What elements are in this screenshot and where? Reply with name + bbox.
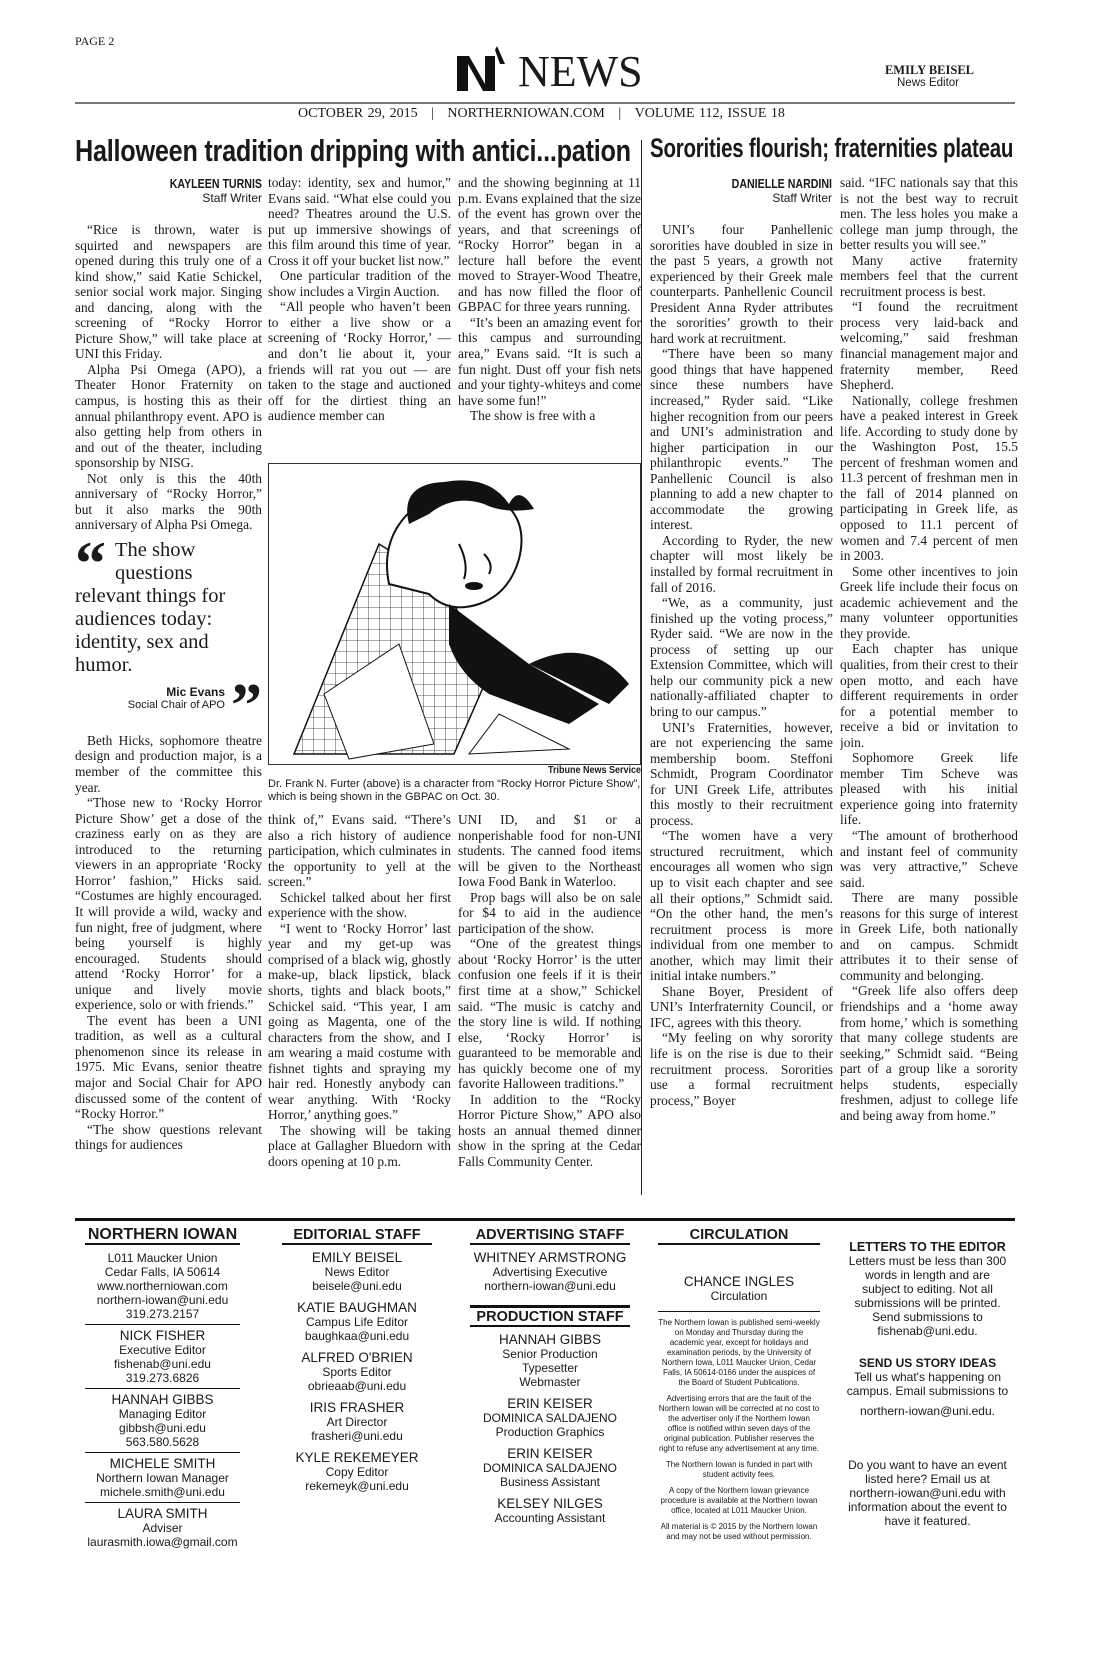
paragraph: Beth Hicks, sophomore theatre design and production major, is a member of the committee this year. xyxy=(75,732,262,795)
staff-detail: Advertising Executive xyxy=(492,1265,608,1279)
paragraph: Nationally, college freshmen have a peaked interest in Greek life. According to study done by the Washington Post, 15.5 percent of freshman women and 11.3 percent of freshman men in the fall of 2014 planned on participating in Greek life, as opposed to 11.1 percent of women and 7.4 percent of men in 2003. xyxy=(840,392,1018,564)
staff-name: LAURA SMITH xyxy=(117,1506,208,1521)
staff-detail: DOMINICA SALDAJENO xyxy=(482,1461,618,1475)
photo-credit: Tribune News Service xyxy=(547,765,641,776)
staff-name: ALFRED O'BRIEN xyxy=(301,1350,413,1365)
staff-name: MICHELE SMITH xyxy=(109,1456,216,1471)
staff-name: EMILY BEISEL xyxy=(311,1250,403,1265)
divider xyxy=(85,1324,240,1325)
staff-detail: Campus Life Editor xyxy=(305,1315,409,1329)
story-ideas-email[interactable]: northern-iowan@uni.edu. xyxy=(860,1404,995,1418)
paragraph: One particular tradition of the show includes a Virgin Auction. xyxy=(268,268,451,299)
paragraph: today: identity, sex and humor,” Evans said. “What else could you need? Theatres around the U.S. put up immersive showings of this film around this time of year. Cross it off your bucket list now.” xyxy=(268,175,451,268)
paragraph: “The amount of brotherhood and instant feel of community was very attractive,” Scheve said. xyxy=(840,827,1018,890)
staff-name: ERIN KEISER xyxy=(507,1396,593,1411)
paragraph: “We, as a community, just finished up the voting process,” Ryder said. “We are now in the process of setting up our Extension Committee, which will help our community pick a new nationally-affiliated chapter to bring to our campus.” xyxy=(650,595,833,719)
divider xyxy=(85,1502,240,1503)
paragraph: “The women have a very structured recruitment, which encourages all women who sign up to visit each chapter and see all their options,” Schmidt said. “On the other hand, the men’s recruitment process is more individual from one member to another, which may limit their initial intake numbers.” xyxy=(650,828,833,984)
article1-column-2b xyxy=(268,812,451,1197)
staff-detail: News Editor xyxy=(324,1265,390,1279)
paragraph: “I found the recruitment process very laid-back and welcoming,” said freshman financial management major and fraternity member, Reed Shepherd. xyxy=(840,299,1018,393)
paragraph: Not only is this the 40th anniversary of “Rocky Horror,” but it also marks the 90th anniversary of Alpha Psi Omega. xyxy=(75,470,262,533)
info-line: L011 Maucker Union xyxy=(107,1251,218,1265)
paragraph: In addition to the “Rocky Horror Picture Show,” APO also hosts an annual themed dinner show in the spring at the Cedar Falls Community Center. xyxy=(458,1091,641,1170)
masthead-box xyxy=(85,1228,240,1549)
letters-text: Letters must be less than 300 words in length and are subject to editing. Not all submissions will be printed. Send submissions to fishenab@uni.edu. xyxy=(848,1254,1007,1338)
story-ideas-title: SEND US STORY IDEAS xyxy=(858,1356,997,1370)
article2-headline: Sororities flourish; fraternities plateau xyxy=(650,133,1014,163)
paragraph: Shane Boyer, President of UNI’s Interfraternity Council, or IFC, agrees with this theory. xyxy=(650,983,833,1030)
note: The Northern Iowan is funded in part with student activity fees. xyxy=(665,1460,813,1479)
paragraph: The showing will be taking place at Gallagher Bluedorn with doors opening at 10 p.m. xyxy=(268,1122,451,1170)
paragraph: UNI ID, and $1 or a nonperishable food for non-UNI students. The canned food items will be given to the Northeast Iowa Food Bank in Waterloo. xyxy=(458,812,641,890)
separator: | xyxy=(618,106,622,121)
paragraph: “There have been so many good things that have happened since these numbers have increased,” Ryder said. “Like higher recognition from our peers and UNI’s administration and higher participation in our philanthropic events.” The Panhellenic Council is also planning to add a new chapter to accommodate the growing interest. xyxy=(650,346,833,533)
staff-name: HANNAH GIBBS xyxy=(498,1332,602,1347)
info-line: northern-iowan@uni.edu xyxy=(96,1293,229,1307)
staff-detail: baughkaa@uni.edu xyxy=(304,1329,410,1343)
circulation-box xyxy=(658,1228,820,1542)
article1-column-3a xyxy=(458,175,641,457)
pull-quote-attribution xyxy=(75,681,262,725)
close-quote-icon: ” xyxy=(231,680,262,725)
production-staff-list xyxy=(470,1333,630,1525)
pull-quote xyxy=(75,539,262,725)
divider xyxy=(658,1311,820,1312)
editorial-staff-list xyxy=(282,1251,432,1493)
info-line: 319.273.2157 xyxy=(125,1307,200,1321)
article1-byline xyxy=(75,177,262,205)
article1-headline-box xyxy=(75,133,633,173)
paragraph: “I went to ‘Rocky Horror’ last year and my get-up was comprised of a black wig, ghostly make-up, black lipstick, black shorts, tights and black boots,” Schickel said. “This year, I am going as Magenta, one of the characters from the show, and I am wearing a maid costume with fishnet tights and spraying my hair red. Honestly anybody can wear anything. With ‘Rocky Horror,’ anything goes.” xyxy=(268,920,451,1123)
paragraph: UNI’s four Panhellenic sororities have doubled in size in the past 5 years, a growth not experienced by their Greek male counterparts. Panhellenic Council President Anna Ryder attributes the sororities’ growth to their hard work at recruitment. xyxy=(650,222,833,346)
paragraph: UNI’s Fraternities, however, are not experiencing the same membership boom. Steffoni Schmidt, Program Coordinator for UNI Greek Life, attributes this mostly to their recruitment process. xyxy=(650,719,833,828)
pull-quote-text: The show questions relevant things for audiences today: identity, sex and humor. xyxy=(75,538,226,676)
author-name: DANIELLE NARDINI xyxy=(731,177,832,191)
circulation-role: Circulation xyxy=(710,1289,768,1303)
dateline xyxy=(298,106,785,122)
paragraph: Alpha Psi Omega (APO), a Theater Honor Fraternity on campus, is hosting this as their annual philanthropy event. APO is also getting help from others in and out of the theater, including sponsorship by NISG. xyxy=(75,361,262,471)
masthead-people xyxy=(85,1324,240,1549)
staff-name: HANNAH GIBBS xyxy=(111,1392,214,1407)
separator: | xyxy=(431,106,434,121)
staff-detail: rekemeyk@uni.edu xyxy=(305,1479,409,1493)
staff-name: ERIN KEISER xyxy=(507,1446,593,1461)
paragraph: “Rice is thrown, water is squirted and newspapers are opened during this truly one of a kind show,” said Katie Schickel, senior social work major. Singing and dancing, along with the screening of “Rocky Horror Picture Show,” will take place at UNI this Friday. xyxy=(75,222,262,362)
staff-detail: fishenab@uni.edu xyxy=(114,1357,211,1371)
staff-detail: northern-iowan@uni.edu xyxy=(484,1279,616,1293)
staff-detail: Art Director xyxy=(326,1415,388,1429)
paragraph: “Greek life also offers deep friendships and a ‘home away from home,’ which is something that many college students are seeking,” Schmidt said. “Being part of a group like a sorority helps students, especially freshmen, adjust to college life and being away from home.” xyxy=(840,983,1018,1123)
article2-headline-box xyxy=(650,133,1015,173)
paragraph: There are many possible reasons for this surge of interest in Greek Life, both nationally and on campus. Schmidt attributes it to their sense of community and belonging. xyxy=(840,890,1018,983)
article2-byline xyxy=(650,177,832,205)
article1-column-1b xyxy=(75,733,262,1153)
advertising-staff-list xyxy=(470,1251,630,1293)
event-listing-text: Do you want to have an event listed here? Email us at northern-iowan@uni.edu with information about the event to have it featured. xyxy=(848,1458,1007,1528)
staff-detail: Copy Editor xyxy=(325,1465,389,1479)
article1-headline: Halloween tradition dripping with antici...pation xyxy=(75,133,631,168)
staff-detail: Northern Iowan Manager xyxy=(96,1471,229,1485)
article-divider xyxy=(641,140,642,1195)
staff-detail: beisele@uni.edu xyxy=(312,1279,402,1293)
note: All material is © 2015 by the Northern Iowan and may not be used without permission. xyxy=(660,1522,818,1541)
staff-detail: Typesetter xyxy=(521,1361,579,1375)
advertising-staff-title: ADVERTISING STAFF xyxy=(470,1228,630,1245)
staff-detail: gibbsh@uni.edu xyxy=(119,1421,206,1435)
staff-name: IRIS FRASHER xyxy=(309,1400,405,1415)
advertising-staff-box xyxy=(470,1228,630,1533)
article2-column-2 xyxy=(840,175,1018,1197)
circulation-title: CIRCULATION xyxy=(658,1228,820,1245)
editorial-staff-title: EDITORIAL STAFF xyxy=(282,1228,432,1245)
circulation-name: CHANCE INGLES xyxy=(683,1274,795,1289)
paragraph: Sophomore Greek life member Tim Scheve was pleased with his initial experience going into fraternity life. xyxy=(840,750,1018,828)
photo-caption: Dr. Frank N. Furter (above) is a character from “Rocky Horror Picture Show”, which is being shown in the GBPAC on Oct. 30. xyxy=(268,778,641,803)
staff-detail: Production Graphics xyxy=(495,1425,605,1439)
paragraph: According to Ryder, the new chapter will most likely be installed by formal recruitment in fall of 2016. xyxy=(650,532,833,595)
header-rule xyxy=(75,102,1015,104)
masthead-address xyxy=(85,1251,240,1321)
staff-detail: obrieaab@uni.edu xyxy=(307,1379,407,1393)
article2-column-1 xyxy=(650,222,833,1197)
northern-iowan-logo-icon xyxy=(455,44,507,92)
staff-detail: laurasmith.iowa@gmail.com xyxy=(87,1535,238,1549)
staff-name: NICK FISHER xyxy=(119,1328,206,1343)
paragraph: think of,” Evans said. “There’s also a rich history of audience participation, which culminates in the opportunity to yell at the screen.” xyxy=(268,812,451,890)
masthead-title: NORTHERN IOWAN xyxy=(85,1228,240,1245)
staff-detail: michele.smith@uni.edu xyxy=(100,1485,225,1499)
section-editor-name: EMILY BEISEL xyxy=(884,63,974,77)
paragraph: “It’s been an amazing event for this campus and surrounding area,” Evans said. “It is such a fun night. Dust off your fish nets and your tighty-whiteys and come have some fun!” xyxy=(458,314,641,408)
staff-detail: frasheri@uni.edu xyxy=(311,1429,403,1443)
paragraph: “All people who haven’t been to either a live show or a screening of ‘Rocky Horror,’ — and don’t lie about it, your friends will rat you out — are taken to the stage and auctioned off for the dirtiest thing an audience member can xyxy=(268,299,451,424)
paragraph: The show is free with a xyxy=(470,408,596,424)
author-role: Staff Writer xyxy=(202,191,262,205)
page-number: PAGE 2 xyxy=(75,34,115,48)
rocky-horror-illustration xyxy=(268,463,641,765)
staff-name: KATIE BAUGHMAN xyxy=(297,1300,417,1315)
staff-detail: 319.273.6826 xyxy=(125,1371,200,1385)
divider xyxy=(85,1452,240,1453)
article1-column-2a xyxy=(268,175,451,457)
letters-box xyxy=(845,1240,1010,1528)
publication-notes xyxy=(658,1318,820,1542)
staff-detail: Sports Editor xyxy=(322,1365,392,1379)
section-title: NEWS xyxy=(518,47,643,96)
article1-column-3b xyxy=(458,812,641,1197)
open-quote-icon: “ xyxy=(75,538,106,585)
divider xyxy=(85,1388,240,1389)
paragraph: Schickel talked about her first experience with the show. xyxy=(268,889,451,921)
paragraph: “My feeling on why sorority life is on the rise is due to their recruitment process. Sororities use a formal recruitment process,” Boyer xyxy=(650,1030,833,1108)
pull-quote-name: Mic Evans xyxy=(166,684,225,699)
paragraph: and the showing beginning at 11 p.m. Evans explained that the size of the event has grown over the years, and that screenings of “Rocky Horror” began in a lecture hall before the event moved to Strayer-Wood Theatre, and has now filled the floor of GBPAC for three years running. xyxy=(458,175,641,315)
paragraph: Some other incentives to join Greek life include their focus on academic achievement and the many volunteer opportunities they provide. xyxy=(840,563,1018,641)
staff-detail: Webmaster xyxy=(519,1375,581,1389)
paragraph: Many active fraternity members feel that the current recruitment process is best. xyxy=(840,252,1018,299)
paragraph: “One of the greatest things about ‘Rocky Horror’ is the utter confusion one feels if it is their first time at a show,” Schickel said. “The music is catchy and the story line is wild. If nothing else, ‘Rocky Horror’ is guaranteed to be memorable and has quickly become one of my favorite Halloween traditions.” xyxy=(458,936,641,1092)
paragraph: said. “IFC nationals say that this is not the best way to recruit men. The less holes you make a college man jump through, the better results you will see.” xyxy=(840,175,1018,253)
staff-detail: Business Assistant xyxy=(499,1475,601,1489)
paragraph: Prop bags will also be on sale for $4 to aid in the audience participation of the show. xyxy=(458,889,641,936)
production-staff-title: PRODUCTION STAFF xyxy=(470,1305,630,1327)
staff-detail: Executive Editor xyxy=(119,1343,206,1357)
paragraph: The event has been a UNI tradition, as well as a cultural phenomenon since its release in 1975. Mic Evans, senior theatre major and Social Chair for APO discussed some of the content of “Rocky Horror.” xyxy=(75,1012,262,1122)
pull-quote-role: Social Chair of APO xyxy=(127,698,225,711)
story-ideas-text: Tell us what's happening on campus. Email submissions to xyxy=(846,1370,1009,1398)
staff-detail: DOMINICA SALDAJENO xyxy=(482,1411,618,1425)
section-editor-role: News Editor xyxy=(897,77,959,89)
issue-date: OCTOBER 29, 2015 xyxy=(298,106,418,121)
paragraph: “Those new to ‘Rocky Horror Picture Show’ get a dose of the craziness early on as they are introduced to the returning viewers in an appropriate ‘Rocky Horror’ fashion,” Hicks said. “Costumes are highly encouraged. It will provide a wild, wacky and fun night, free of judgment, where being yourself is highly encouraged. Students should attend ‘Rocky Horror’ for a unique and lively movie experience, solo or with friends.” xyxy=(75,795,262,1013)
website[interactable]: NORTHERNIOWAN.COM xyxy=(447,106,605,121)
staff-detail: Accounting Assistant xyxy=(494,1511,606,1525)
note: A copy of the Northern Iowan grievance procedure is available at the Northern Iowan office, located at L011 Maucker Union. xyxy=(660,1486,818,1515)
volume-issue: VOLUME 112, ISSUE 18 xyxy=(634,106,785,121)
note: The Northern Iowan is published semi-weekly on Monday and Thursday during the academic year, except for holidays and examination periods, by the University of Northern Iowa, L011 Maucker Union, Cedar Falls, IA 50614-0166 under the auspices of the Board of Student Publications. xyxy=(658,1318,820,1387)
paragraph: Each chapter has unique qualities, from their crest to their open motto, and each have different requirements in order for a potential member to receive a bid or invitation to join. xyxy=(840,641,1018,750)
letters-title: LETTERS TO THE EDITOR xyxy=(849,1240,1006,1254)
staff-detail: Managing Editor xyxy=(118,1407,207,1421)
author-name: KAYLEEN TURNIS xyxy=(169,177,262,191)
footer-rule xyxy=(75,1218,1015,1221)
info-line: Cedar Falls, IA 50614 xyxy=(104,1265,221,1279)
staff-name: WHITNEY ARMSTRONG xyxy=(473,1250,627,1265)
staff-name: KYLE REKEMEYER xyxy=(295,1450,419,1465)
article1-column-1a xyxy=(75,222,262,533)
info-line: www.northerniowan.com xyxy=(97,1279,228,1293)
article1-column-1 xyxy=(75,222,262,1197)
author-role: Staff Writer xyxy=(772,191,832,205)
note: Advertising errors that are the fault of the Northern Iowan will be corrected at no cost to the advertiser only if the Northern Iowan office is notified within seven days of the original publication. Publisher reserves the right to refuse any advertisement at any time. xyxy=(658,1394,820,1453)
editorial-staff-box xyxy=(282,1228,432,1501)
staff-detail: Adviser xyxy=(142,1521,183,1535)
staff-name: KELSEY NILGES xyxy=(497,1496,603,1511)
paragraph: “The show questions relevant things for audiences xyxy=(75,1121,262,1153)
staff-detail: 563.580.5628 xyxy=(125,1435,200,1449)
staff-detail: Senior Production xyxy=(502,1347,598,1361)
